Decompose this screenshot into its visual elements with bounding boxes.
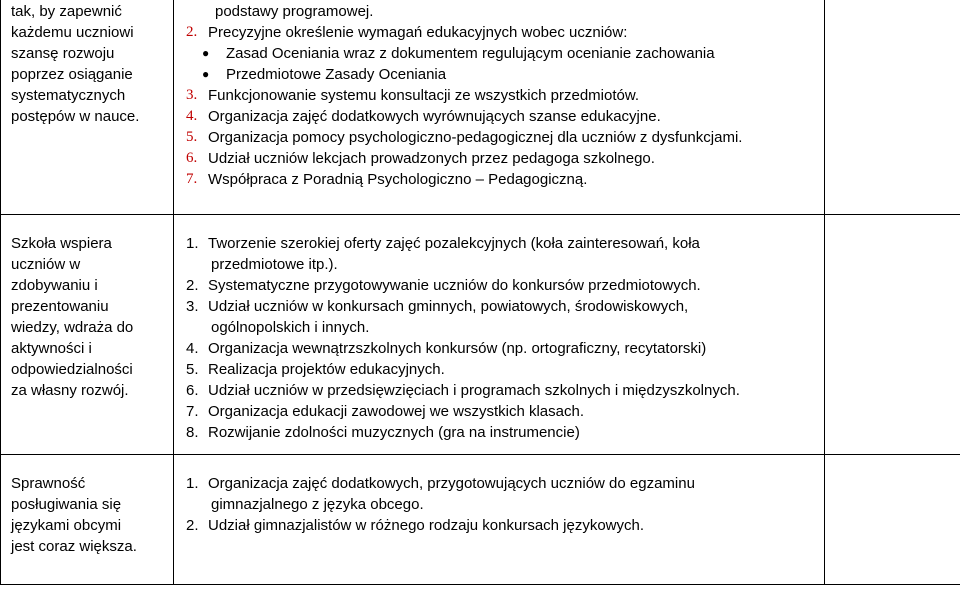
- goal-text: Szkoła wspiera uczniów w zdobywaniu i prezentowaniu wiedzy, wdraża do aktywności i odpowiedzialności za własny rozwój.: [11, 235, 134, 399]
- bullet-icon: ●: [202, 67, 210, 81]
- list-item: [184, 296, 820, 317]
- continuation-line: podstawy programowej.: [215, 3, 374, 20]
- list-item: [184, 359, 820, 380]
- list-item: [184, 169, 820, 190]
- list-number: 2.: [186, 277, 199, 294]
- list-number: 4.: [186, 340, 199, 357]
- list-text: Organizacja zajęć dodatkowych wyrównujących szanse edukacyjne.: [208, 108, 661, 125]
- list-text: Precyzyjne określenie wymagań edukacyjnych wobec uczniów:: [208, 24, 628, 41]
- list-text-continuation: gimnazjalnego z języka obcego.: [211, 496, 424, 513]
- list-text: Organizacja pomocy psychologiczno-pedagogicznej dla uczniów z dysfunkcjami.: [208, 129, 743, 146]
- list-item: [184, 401, 820, 422]
- bullet-item: [184, 64, 820, 85]
- table-row: [1, 215, 960, 455]
- tasks-cell: [174, 215, 825, 455]
- table-row: [1, 455, 960, 585]
- goal-text: Sprawność posługiwania się językami obcymi jest coraz większa.: [11, 475, 137, 555]
- list-text: Tworzenie szerokiej oferty zajęć pozalekcyjnych (koła zainteresowań, koła: [208, 235, 700, 252]
- bullet-text: Zasad Oceniania wraz z dokumentem regulującym ocenianie zachowania: [226, 45, 715, 62]
- list-text: Rozwijanie zdolności muzycznych (gra na instrumencie): [208, 424, 580, 441]
- bullet-item: [184, 43, 820, 64]
- list-number: 5.: [186, 361, 199, 378]
- list-text-continuation: przedmiotowe itp.).: [211, 256, 338, 273]
- list-number: 6.: [186, 150, 198, 166]
- list-text: Udział uczniów w konkursach gminnych, powiatowych, środowiskowych,: [208, 298, 689, 315]
- list-text: Udział uczniów lekcjach prowadzonych przez pedagoga szkolnego.: [208, 150, 655, 167]
- list-number: 8.: [186, 424, 199, 441]
- list-number: 3.: [186, 87, 198, 103]
- list-number: 1.: [186, 475, 199, 492]
- tasks-list: [174, 0, 824, 190]
- tasks-list: [174, 215, 824, 443]
- bullet-icon: ●: [202, 46, 210, 60]
- list-number: 3.: [186, 298, 199, 315]
- table-row: [1, 0, 960, 215]
- list-number: 4.: [186, 108, 198, 124]
- list-item: [184, 380, 820, 401]
- list-text: Organizacja zajęć dodatkowych, przygotowujących uczniów do egzaminu: [208, 475, 695, 492]
- tasks-cell: [174, 0, 825, 215]
- goal-text: tak, by zapewnić każdemu uczniowi szansę rozwoju poprzez osiąganie systematycznych postępów w nauce.: [11, 3, 140, 125]
- list-item: [184, 422, 820, 443]
- list-number: 5.: [186, 129, 198, 145]
- list-text: Organizacja edukacji zawodowej we wszystkich klasach.: [208, 403, 584, 420]
- list-item: [184, 106, 820, 127]
- list-text: Systematyczne przygotowywanie uczniów do konkursów przedmiotowych.: [208, 277, 701, 294]
- list-item: [184, 148, 820, 169]
- list-number: 7.: [186, 403, 199, 420]
- goal-cell: [1, 0, 174, 215]
- list-item: [184, 515, 820, 536]
- list-text: Współpraca z Poradnią Psychologiczno – Pedagogiczną.: [208, 171, 588, 188]
- bullet-text: Przedmiotowe Zasady Oceniania: [226, 66, 447, 83]
- list-item: [184, 85, 820, 106]
- list-item: [184, 127, 820, 148]
- list-item: [184, 22, 820, 43]
- empty-cell: [825, 0, 960, 215]
- list-number: 2.: [186, 24, 198, 40]
- list-item: [184, 233, 820, 254]
- list-text: Udział gimnazjalistów w różnego rodzaju konkursach językowych.: [208, 517, 645, 534]
- list-item: [184, 473, 820, 494]
- list-text: Organizacja wewnątrzszkolnych konkursów (np. ortograficzny, recytatorski): [208, 340, 707, 357]
- list-text: Udział uczniów w przedsięwzięciach i programach szkolnych i międzyszkolnych.: [208, 382, 740, 399]
- list-number: 6.: [186, 382, 199, 399]
- list-number: 2.: [186, 517, 199, 534]
- list-item: [184, 275, 820, 296]
- goal-cell: [1, 215, 174, 455]
- list-text: Realizacja projektów edukacyjnych.: [208, 361, 445, 378]
- list-number: 1.: [186, 235, 199, 252]
- empty-cell: [825, 455, 960, 585]
- list-number: 7.: [186, 171, 198, 187]
- list-item: [184, 338, 820, 359]
- list-text: Funkcjonowanie systemu konsultacji ze wszystkich przedmiotów.: [208, 87, 640, 104]
- empty-cell: [825, 215, 960, 455]
- goal-cell: [1, 455, 174, 585]
- list-text-continuation: ogólnopolskich i innych.: [211, 319, 370, 336]
- tasks-cell: [174, 455, 825, 585]
- tasks-list: [174, 455, 824, 536]
